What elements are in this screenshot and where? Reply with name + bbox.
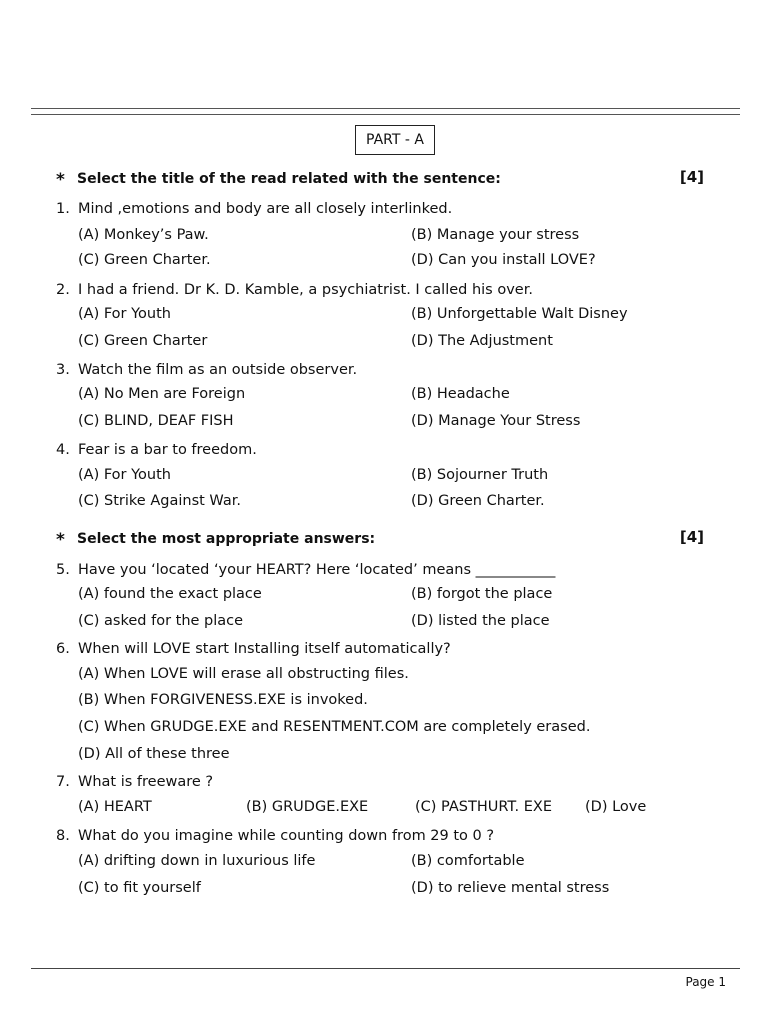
question-number: 7. [56, 774, 70, 790]
question-text: I had a friend. Dr K. D. Kamble, a psychiatrist. I called his over. [78, 282, 533, 298]
option: (A) When LOVE will erase all obstructing files. [78, 666, 409, 682]
part-label: PART - A [355, 125, 435, 155]
header-rule-bottom [31, 114, 740, 115]
section-title: Select the title of the read related with the sentence: [77, 171, 501, 187]
question-number: 5. [56, 562, 70, 578]
section-marks: [4] [679, 528, 704, 546]
option: (C) asked for the place [78, 613, 244, 629]
option: (D) Green Charter. [411, 493, 545, 509]
option: (B) Manage your stress [411, 227, 580, 243]
option: (B) forgot the place [411, 586, 553, 602]
option: (D) The Adjustment [411, 333, 553, 349]
option: (B) Headache [411, 386, 510, 402]
option: (B) When FORGIVENESS.EXE is invoked. [78, 692, 368, 708]
option: (A) drifting down in luxurious life [78, 853, 316, 869]
question-number: 3. [56, 362, 70, 378]
question-text: What do you imagine while counting down from 29 to 0 ? [78, 828, 495, 844]
section-marks: [4] [679, 168, 704, 186]
star-bullet: * [56, 530, 65, 550]
question-text: Fear is a bar to freedom. [78, 442, 257, 458]
section-title: Select the most appropriate answers: [77, 531, 376, 547]
header-rule-top [31, 108, 740, 109]
question-text: Mind ,emotions and body are all closely interlinked. [78, 201, 453, 217]
question-number: 6. [56, 641, 70, 657]
option: (A) found the exact place [78, 586, 262, 602]
option: (C) BLIND, DEAF FISH [78, 413, 234, 429]
option: (D) All of these three [78, 746, 230, 762]
option: (B) Sojourner Truth [411, 467, 549, 483]
footer-rule [31, 968, 740, 969]
option: (C) to fit yourself [78, 880, 201, 896]
option: (C) Green Charter. [78, 252, 211, 268]
question-number: 1. [56, 201, 70, 217]
option: (C) Strike Against War. [78, 493, 241, 509]
option: (D) listed the place [411, 613, 550, 629]
option: (A) For Youth [78, 306, 171, 322]
question-number: 8. [56, 828, 70, 844]
question-text: Watch the film as an outside observer. [78, 362, 358, 378]
section-heading [56, 530, 706, 552]
question-text: What is freeware ? [78, 774, 214, 790]
section-heading [56, 170, 706, 192]
option: (B) Unforgettable Walt Disney [411, 306, 628, 322]
option: (C) PASTHURT. EXE [415, 799, 552, 815]
option: (A) No Men are Foreign [78, 386, 246, 402]
option: (D) Can you install LOVE? [411, 252, 596, 268]
page-number: Page 1 [685, 975, 726, 989]
option: (A) HEART [78, 799, 152, 815]
option: (D) Manage Your Stress [411, 413, 581, 429]
option: (A) For Youth [78, 467, 171, 483]
question-text: When will LOVE start Installing itself automatically? [78, 641, 451, 657]
option: (C) Green Charter [78, 333, 208, 349]
option: (D) Love [585, 799, 647, 815]
question-number: 2. [56, 282, 70, 298]
option: (B) GRUDGE.EXE [246, 799, 369, 815]
star-bullet: * [56, 170, 65, 190]
question-text: Have you ‘located ‘your HEART? Here ‘located’ means ___________ [78, 562, 556, 578]
option: (C) When GRUDGE.EXE and RESENTMENT.COM are completely erased. [78, 719, 591, 735]
option: (B) comfortable [411, 853, 525, 869]
option: (A) Monkey’s Paw. [78, 227, 209, 243]
question-number: 4. [56, 442, 70, 458]
option: (D) to relieve mental stress [411, 880, 610, 896]
